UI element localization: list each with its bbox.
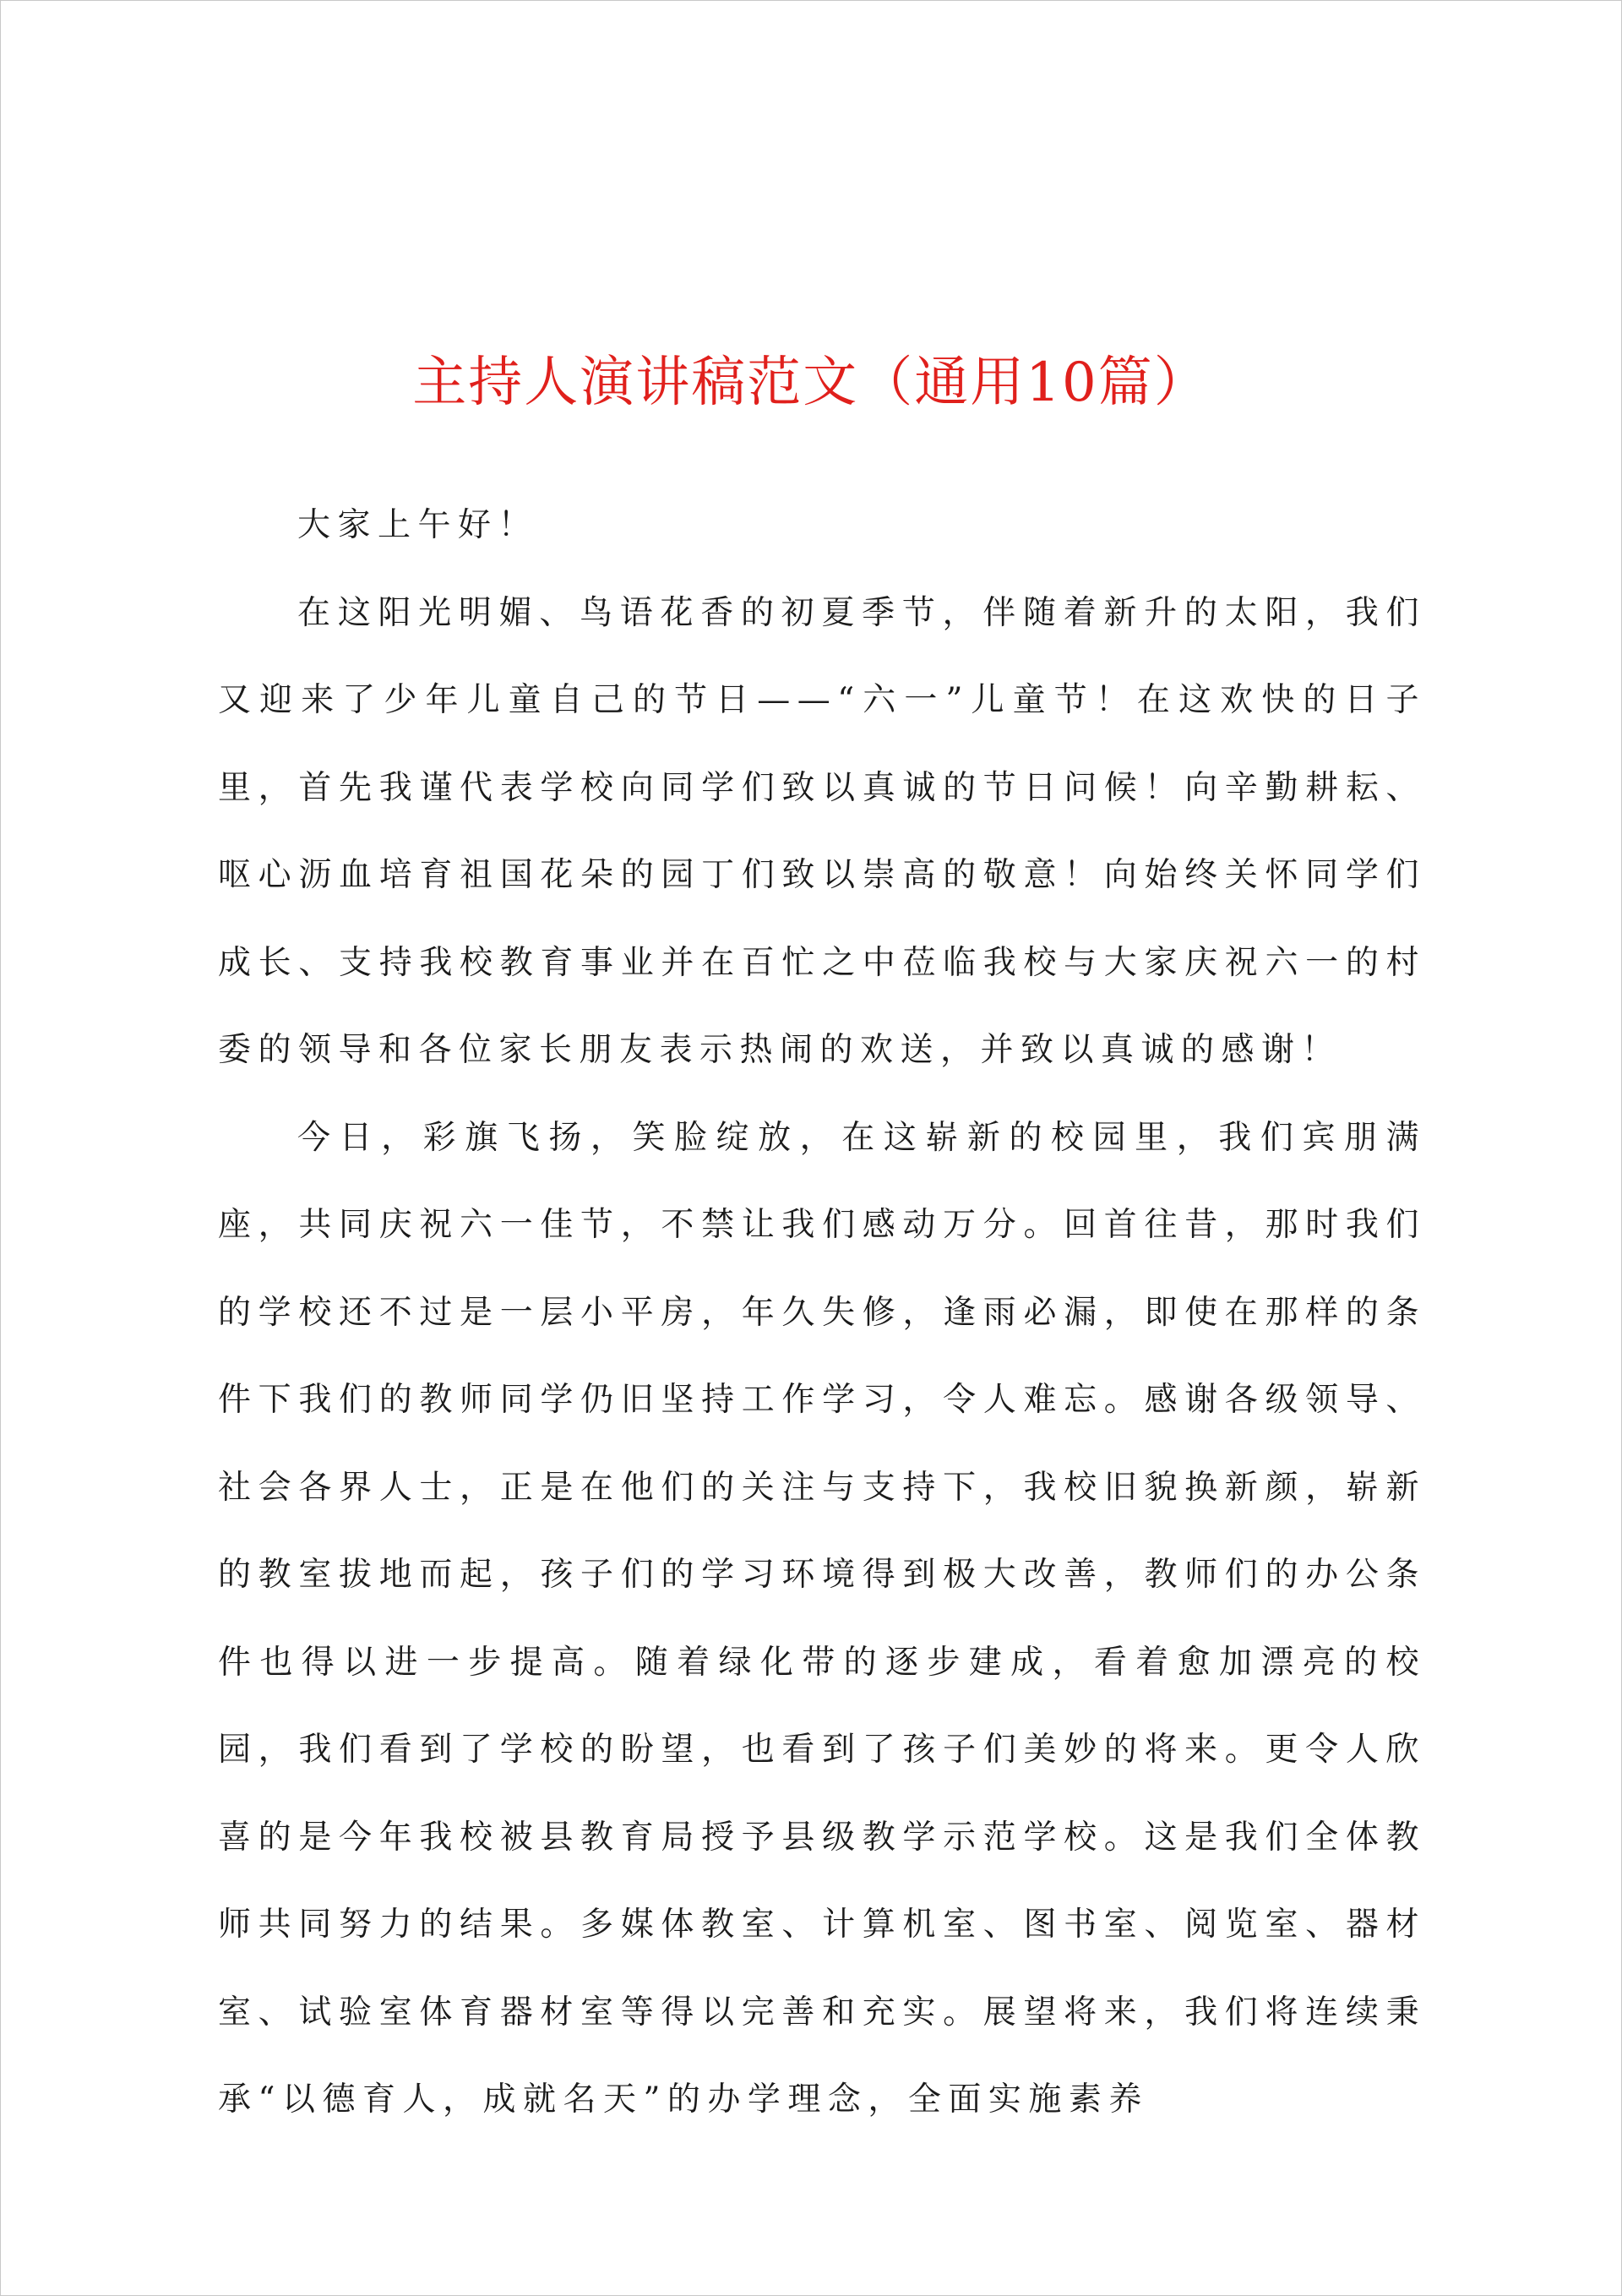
document-title: 主持人演讲稿范文（通用10篇） <box>412 352 1210 414</box>
paragraph-school-history: 今日，彩旗飞扬，笑脸绽放，在这崭新的校园里，我们宾朋满座，共同庆祝六一佳节，不禁让我们感动万分。回首往昔，那时我们的学校还不过是一层小平房，年久失修，逢雨必漏，即使在那样的条件下我们的教师同学仍旧坚持工作学习，令人难忘。感谢各级领导、社会各界人士，正是在他们的关注与支持下，我校旧貌换新颜，崭新的教室拔地而起，孩子们的学习环境得到极大改善，教师们的办公条件也得以进一步提高。随着绿化带的逐步建成，看着愈加漂亮的校园，我们看到了学校的盼望，也看到了孩子们美妙的将来。更令人欣喜的是今年我校被县教育局授予县级教学示范学校。这是我们全体教师共同努力的结果。多媒体教室、计算机室、图书室、阅览室、器材室、试验室体育器材室等得以完善和充实。展望将来，我们将连续秉承“以德育人，成就名天”的办学理念，全面实施素养 <box>218 1118 1426 2119</box>
document-body <box>218 482 1426 2144</box>
paragraph-opening: 在这阳光明媚、鸟语花香的初夏季节，伴随着新升的太阳，我们又迎来了少年儿童自己的节日——“六一”儿童节！在这欢快的日子里，首先我谨代表学校向同学们致以真诚的节日问候！向辛勤耕耘、呕心沥血培育祖国花朵的园丁们致以崇高的敬意！向始终关怀同学们成长、支持我校教育事业并在百忙之中莅临我校与大家庆祝六一的村委的领导和各位家长朋友表示热闹的欢送，并致以真诚的感谢！ <box>218 593 1426 1069</box>
paragraph-greeting: 大家上午好！ <box>297 506 539 544</box>
